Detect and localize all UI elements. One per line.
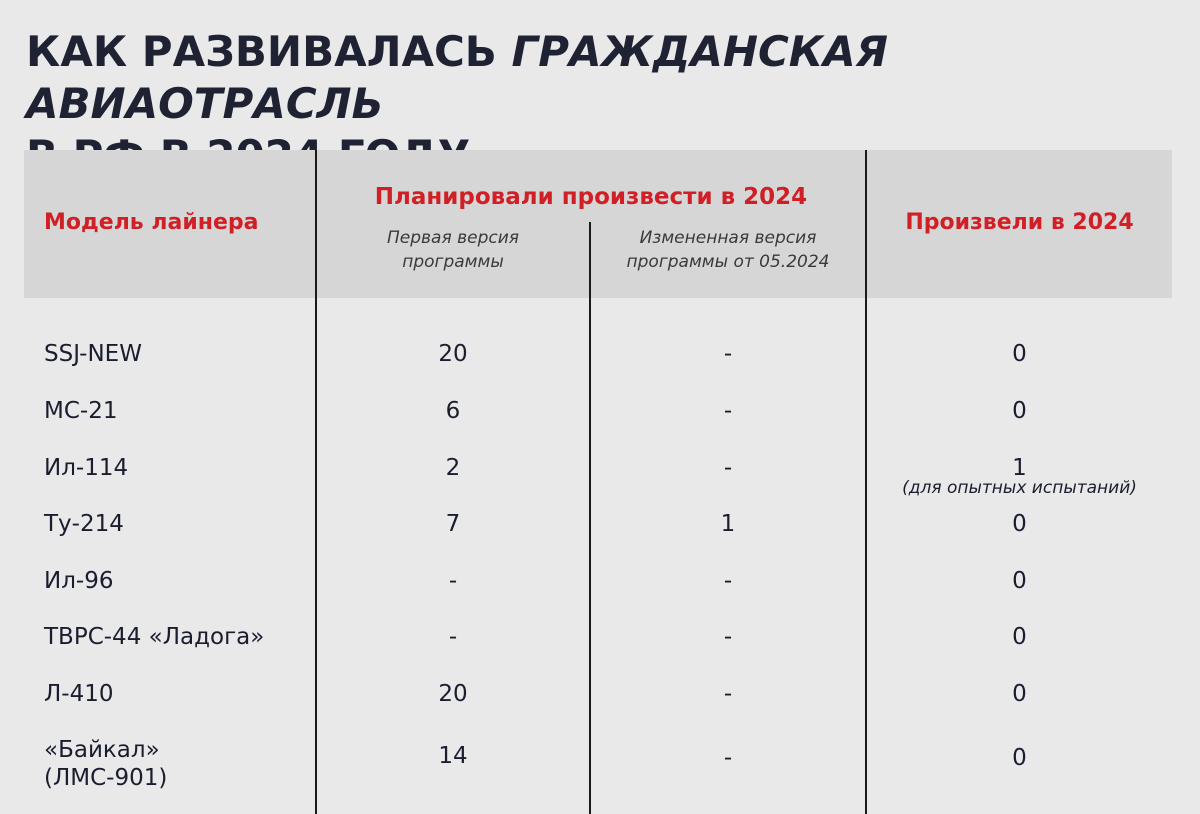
production-table (24, 150, 1172, 814)
row-model-line: Л-410 (44, 681, 114, 707)
header-model: Модель лайнера (44, 210, 259, 235)
row-model-line: Ту-214 (44, 511, 124, 537)
header-changed-version-line2: программы от 05.2024 (626, 252, 830, 272)
row-changed-version: - (723, 341, 733, 367)
table-row (24, 680, 1172, 736)
row-produced: 0 (1012, 568, 1027, 594)
row-model (44, 567, 113, 595)
row-changed-version: 1 (720, 511, 736, 537)
table-row (24, 623, 1172, 679)
row-first-version: - (448, 624, 458, 650)
row-first-version: 7 (445, 511, 461, 537)
row-changed-version: - (723, 568, 733, 594)
row-first-version: 20 (438, 681, 468, 707)
table-row (24, 510, 1172, 566)
row-model-line: МС-21 (44, 398, 118, 424)
row-model-line: (ЛМС-901) (44, 765, 168, 791)
row-first-version: 6 (445, 398, 461, 424)
row-changed-version: - (723, 681, 733, 707)
header-first-version (317, 226, 589, 274)
table-row (24, 397, 1172, 453)
row-model (44, 510, 124, 538)
row-model (44, 454, 128, 482)
row-model (44, 340, 142, 368)
row-model-line: SSJ-NEW (44, 341, 142, 367)
row-model-line: ТВРС-44 «Ладога» (44, 624, 265, 650)
table-row (24, 454, 1172, 510)
row-first-version: 20 (438, 341, 468, 367)
row-model (44, 736, 167, 792)
row-changed-version: - (723, 455, 733, 481)
row-model (44, 680, 114, 708)
header-first-version-line2: программы (402, 252, 504, 272)
table-row (24, 340, 1172, 396)
row-produced: 0 (1012, 681, 1027, 707)
row-produced: 1 (1012, 455, 1027, 481)
row-model (44, 623, 264, 651)
header-changed-version (591, 226, 865, 274)
row-model-line: Ил-114 (44, 455, 129, 481)
row-model (44, 397, 117, 425)
title-emphasis: ГРАЖДАНСКАЯ АВИАОТРАСЛЬ (26, 27, 888, 128)
row-produced: 0 (1012, 745, 1027, 771)
header-planned: Планировали произвести в 2024 (374, 184, 808, 210)
row-model-line: Ил-96 (44, 568, 114, 594)
row-changed-version: - (723, 745, 733, 771)
header-produced: Произвели в 2024 (905, 210, 1134, 235)
row-model-line: «Байкал» (44, 737, 160, 763)
title-part1: КАК РАЗВИВАЛАСЬ (26, 27, 512, 76)
table-row (24, 736, 1172, 806)
row-produced: 0 (1012, 398, 1027, 424)
row-produced: 0 (1012, 624, 1027, 650)
row-first-version: - (448, 568, 458, 594)
row-produced: 0 (1012, 341, 1027, 367)
row-first-version: 14 (438, 743, 468, 769)
table-row (24, 567, 1172, 623)
header-changed-version-line1: Измененная версия (639, 228, 817, 248)
row-first-version: 2 (445, 455, 461, 481)
row-changed-version: - (723, 398, 733, 424)
header-first-version-line1: Первая версия (387, 228, 519, 248)
row-produced-note: (для опытных испытаний) (902, 478, 1137, 498)
row-changed-version: - (723, 624, 733, 650)
row-produced: 0 (1012, 511, 1027, 537)
